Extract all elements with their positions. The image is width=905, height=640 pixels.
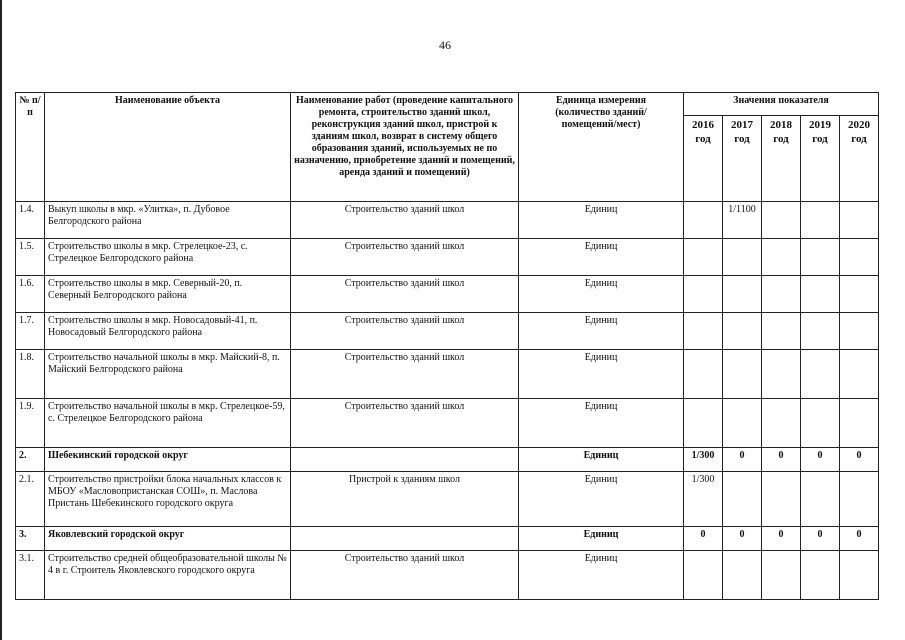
value-2020 bbox=[840, 276, 879, 313]
row-object: Выкуп школы в мкр. «Улитка», п. Дубовое Белгородского района bbox=[45, 202, 291, 239]
row-works: Строительство зданий школ bbox=[291, 350, 519, 399]
value-2019 bbox=[801, 350, 840, 399]
header-year-2018: 2018 год bbox=[762, 116, 801, 202]
row-works bbox=[291, 527, 519, 551]
value-2018 bbox=[762, 399, 801, 448]
value-2019: 0 bbox=[801, 448, 840, 472]
table-row bbox=[16, 472, 879, 527]
row-number: 1.9. bbox=[16, 399, 45, 448]
row-unit: Единиц bbox=[519, 276, 684, 313]
row-unit: Единиц bbox=[519, 239, 684, 276]
value-2016 bbox=[684, 276, 723, 313]
value-2019 bbox=[801, 313, 840, 350]
value-2017 bbox=[723, 350, 762, 399]
value-2019 bbox=[801, 551, 840, 600]
value-2017: 0 bbox=[723, 448, 762, 472]
value-2017 bbox=[723, 472, 762, 527]
value-2020 bbox=[840, 313, 879, 350]
header-indicator-values: Значения показателя bbox=[684, 93, 879, 116]
value-2019: 0 bbox=[801, 527, 840, 551]
row-works: Пристрой к зданиям школ bbox=[291, 472, 519, 527]
row-number: 3. bbox=[16, 527, 45, 551]
header-year-2016: 2016 год bbox=[684, 116, 723, 202]
value-2016 bbox=[684, 313, 723, 350]
value-2016: 1/300 bbox=[684, 472, 723, 527]
row-number: 2. bbox=[16, 448, 45, 472]
value-2019 bbox=[801, 472, 840, 527]
value-2017 bbox=[723, 551, 762, 600]
value-2018 bbox=[762, 350, 801, 399]
value-2020 bbox=[840, 399, 879, 448]
value-2018 bbox=[762, 202, 801, 239]
table-row bbox=[16, 551, 879, 600]
row-object: Строительство школы в мкр. Стрелецкое-23, с. Стрелецкое Белгородского района bbox=[45, 239, 291, 276]
table-row bbox=[16, 399, 879, 448]
row-works: Строительство зданий школ bbox=[291, 551, 519, 600]
value-2018 bbox=[762, 472, 801, 527]
header-number: № п/п bbox=[16, 93, 45, 202]
value-2018: 0 bbox=[762, 527, 801, 551]
row-number: 2.1. bbox=[16, 472, 45, 527]
row-object: Строительство школы в мкр. Северный-20, п. Северный Белгородского района bbox=[45, 276, 291, 313]
row-works: Строительство зданий школ bbox=[291, 239, 519, 276]
value-2019 bbox=[801, 239, 840, 276]
value-2018 bbox=[762, 313, 801, 350]
row-number: 3.1. bbox=[16, 551, 45, 600]
table-row bbox=[16, 313, 879, 350]
row-unit: Единиц bbox=[519, 527, 684, 551]
value-2016 bbox=[684, 350, 723, 399]
header-year-2019: 2019 год bbox=[801, 116, 840, 202]
value-2020 bbox=[840, 551, 879, 600]
value-2016 bbox=[684, 202, 723, 239]
row-works: Строительство зданий школ bbox=[291, 202, 519, 239]
row-works bbox=[291, 448, 519, 472]
row-object: Яковлевский городской округ bbox=[45, 527, 291, 551]
row-object: Строительство средней общеобразовательной школы № 4 в г. Строитель Яковлевского городского округа bbox=[45, 551, 291, 600]
value-2017 bbox=[723, 399, 762, 448]
value-2019 bbox=[801, 399, 840, 448]
header-works-name: Наименование работ (проведение капитального ремонта, строительство зданий школ, реконструкция зданий школ, пристрой к зданиям школ, возврат в систему общего образования зданий, используемых не по назначению, приобретение зданий и помещений, аренда зданий и помещений) bbox=[291, 93, 519, 202]
row-works: Строительство зданий школ bbox=[291, 313, 519, 350]
table-row bbox=[16, 276, 879, 313]
value-2020 bbox=[840, 239, 879, 276]
table-row bbox=[16, 350, 879, 399]
row-object: Шебекинский городской округ bbox=[45, 448, 291, 472]
value-2016: 1/300 bbox=[684, 448, 723, 472]
value-2020 bbox=[840, 350, 879, 399]
value-2018 bbox=[762, 551, 801, 600]
table-row bbox=[16, 239, 879, 276]
row-unit: Единиц bbox=[519, 472, 684, 527]
row-unit: Единиц bbox=[519, 448, 684, 472]
row-unit: Единиц bbox=[519, 313, 684, 350]
value-2020 bbox=[840, 202, 879, 239]
value-2018 bbox=[762, 239, 801, 276]
row-works: Строительство зданий школ bbox=[291, 276, 519, 313]
header-year-2017: 2017 год bbox=[723, 116, 762, 202]
value-2017: 0 bbox=[723, 527, 762, 551]
value-2016 bbox=[684, 239, 723, 276]
indicator-table bbox=[15, 92, 879, 600]
value-2019 bbox=[801, 202, 840, 239]
row-unit: Единиц bbox=[519, 202, 684, 239]
row-object: Строительство начальной школы в мкр. Стрелецкое-59, с. Стрелецкое Белгородского района bbox=[45, 399, 291, 448]
value-2020 bbox=[840, 472, 879, 527]
table-row bbox=[16, 202, 879, 239]
value-2017: 1/1100 bbox=[723, 202, 762, 239]
value-2016 bbox=[684, 551, 723, 600]
page-left-border bbox=[0, 0, 2, 640]
row-unit: Единиц bbox=[519, 399, 684, 448]
table-row-section bbox=[16, 448, 879, 472]
value-2020: 0 bbox=[840, 448, 879, 472]
row-number: 1.5. bbox=[16, 239, 45, 276]
row-object: Строительство школы в мкр. Новосадовый-41, п. Новосадовый Белгородского района bbox=[45, 313, 291, 350]
header-unit: Единица измерения (количество зданий/помещений/мест) bbox=[519, 93, 684, 202]
row-number: 1.4. bbox=[16, 202, 45, 239]
table-row-section bbox=[16, 527, 879, 551]
header-year-2020: 2020 год bbox=[840, 116, 879, 202]
value-2016: 0 bbox=[684, 527, 723, 551]
row-number: 1.6. bbox=[16, 276, 45, 313]
value-2018 bbox=[762, 276, 801, 313]
page-number: 46 bbox=[439, 38, 451, 52]
value-2018: 0 bbox=[762, 448, 801, 472]
header-object-name: Наименование объекта bbox=[45, 93, 291, 202]
value-2016 bbox=[684, 399, 723, 448]
value-2017 bbox=[723, 276, 762, 313]
row-unit: Единиц bbox=[519, 551, 684, 600]
value-2019 bbox=[801, 276, 840, 313]
row-number: 1.8. bbox=[16, 350, 45, 399]
row-number: 1.7. bbox=[16, 313, 45, 350]
row-works: Строительство зданий школ bbox=[291, 399, 519, 448]
value-2017 bbox=[723, 239, 762, 276]
value-2017 bbox=[723, 313, 762, 350]
row-object: Строительство пристройки блока начальных классов к МБОУ «Масловопристанская СОШ», п. Маслова Пристань Шебекинского городского округа bbox=[45, 472, 291, 527]
value-2020: 0 bbox=[840, 527, 879, 551]
row-object: Строительство начальной школы в мкр. Майский-8, п. Майский Белгородского района bbox=[45, 350, 291, 399]
row-unit: Единиц bbox=[519, 350, 684, 399]
